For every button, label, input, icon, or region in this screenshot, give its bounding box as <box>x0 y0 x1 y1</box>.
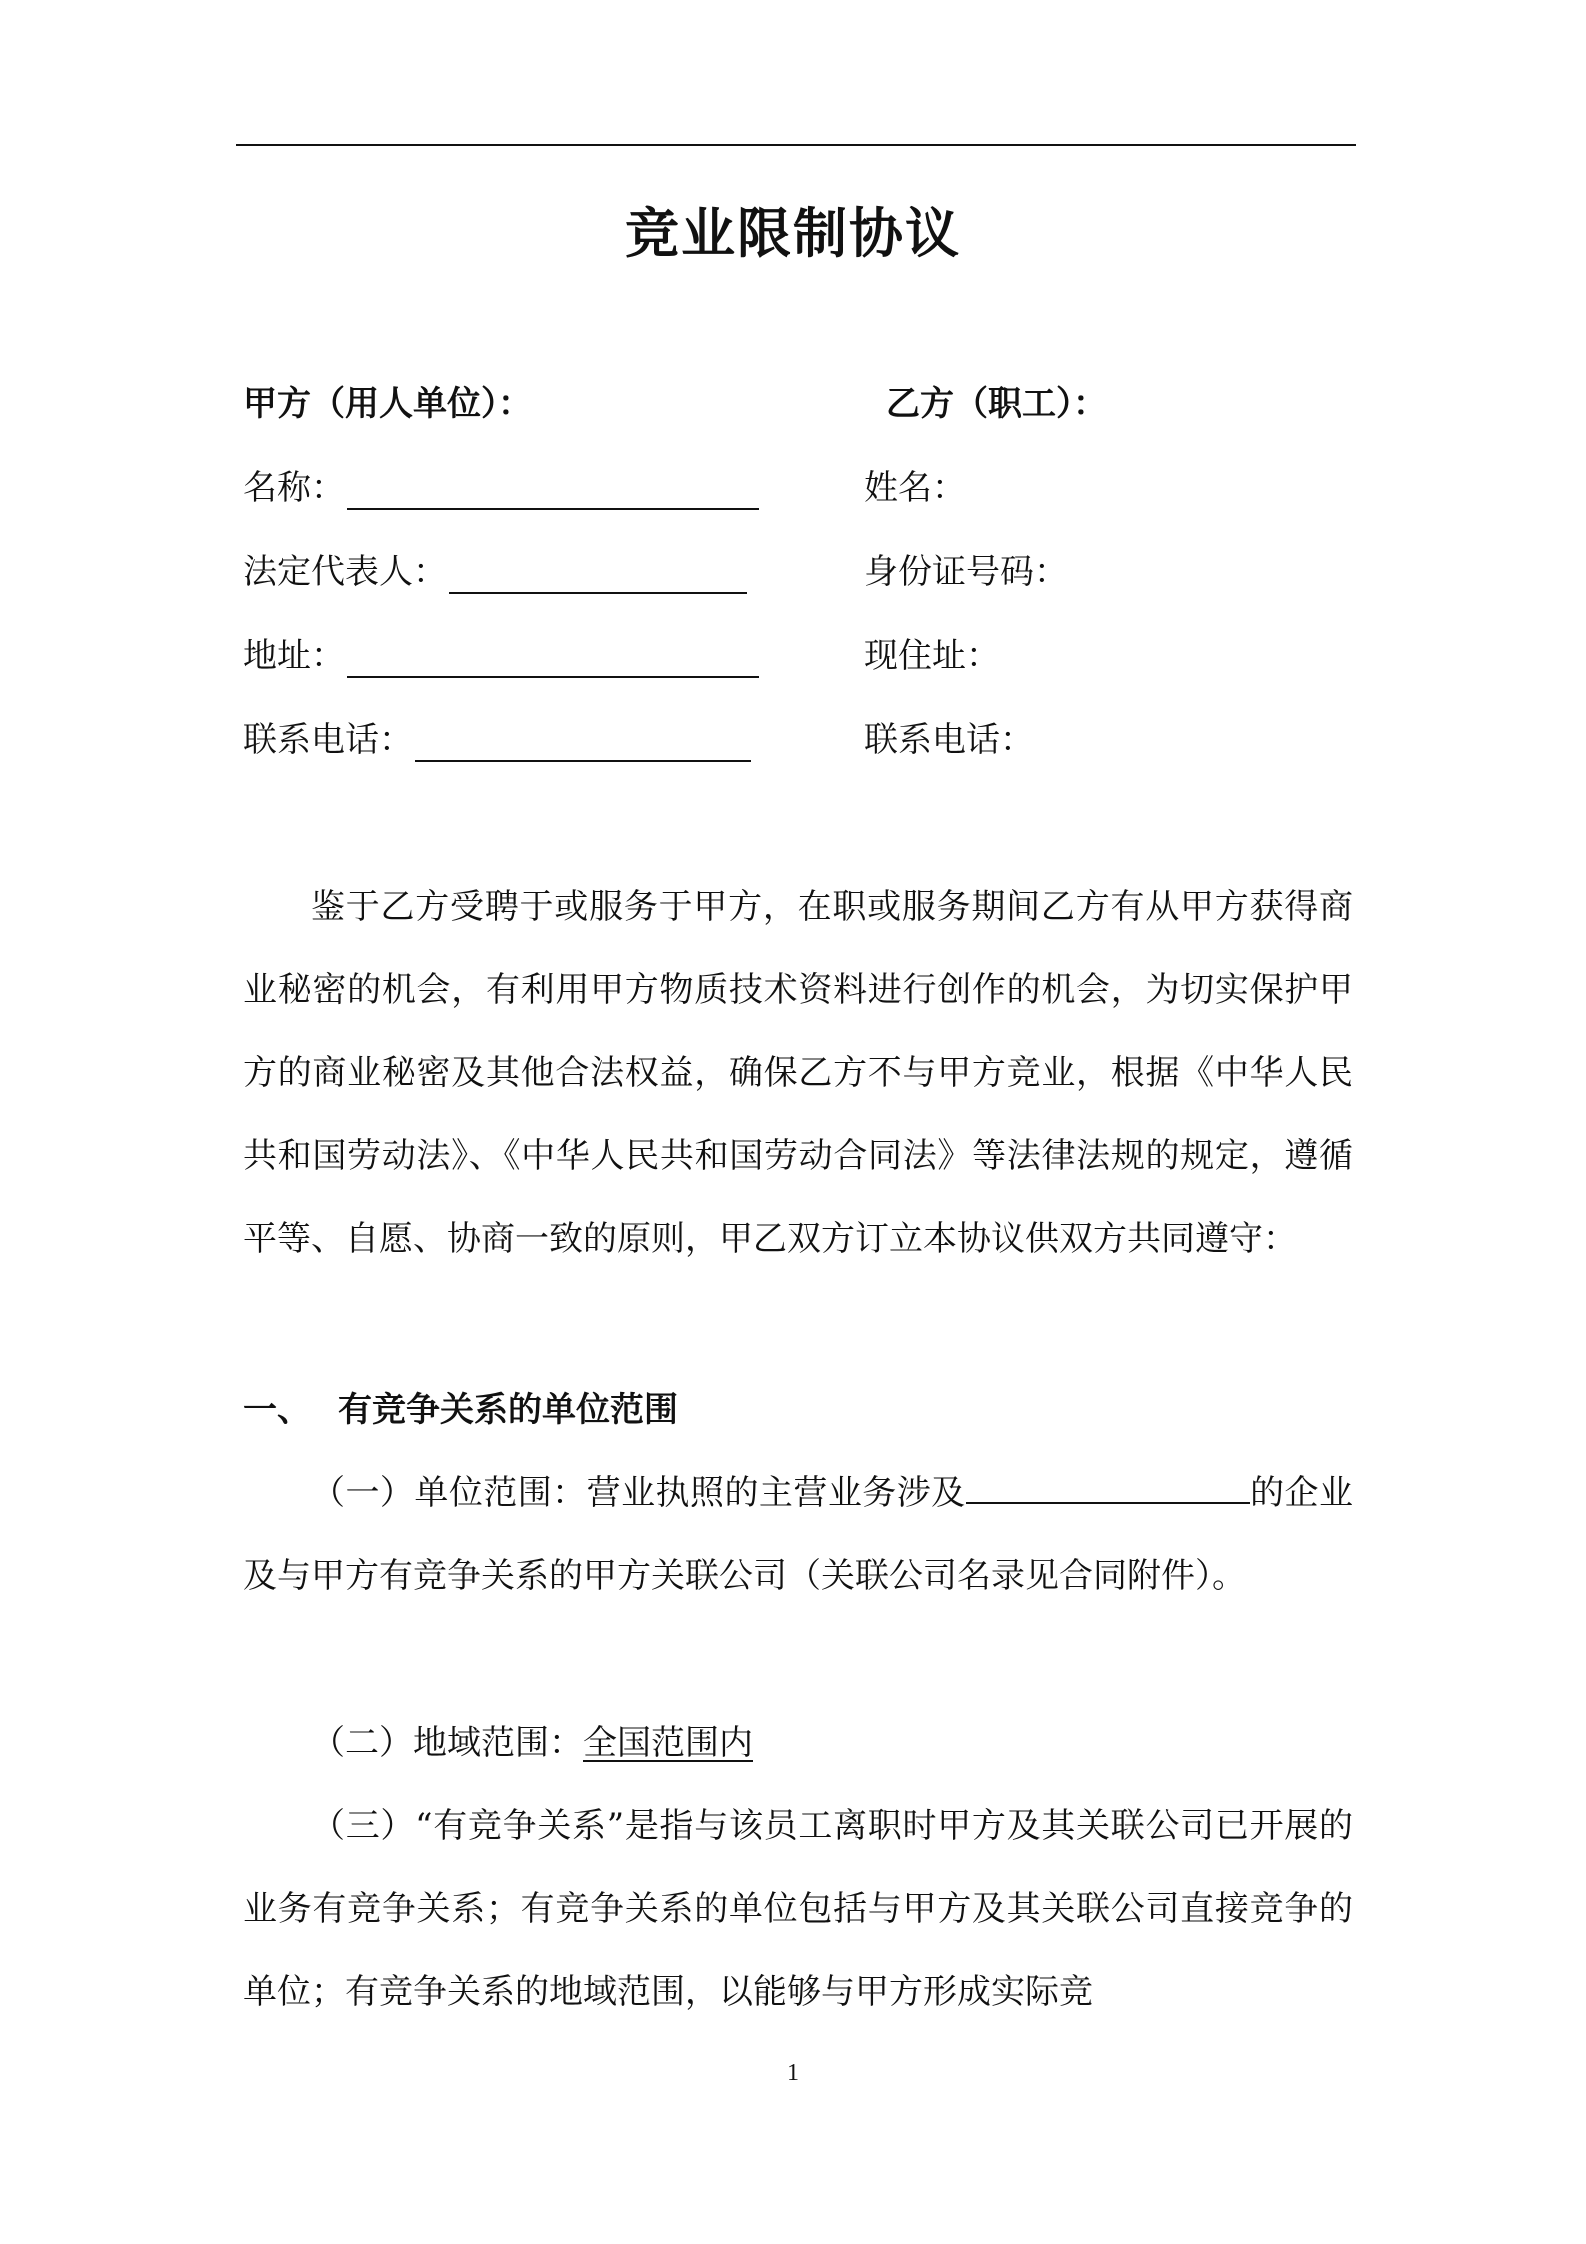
party-a-phone-row <box>243 708 759 772</box>
party-a-representative-label: 法定代表人： <box>243 552 447 592</box>
party-a-phone-label: 联系电话： <box>243 720 413 760</box>
party-a-name-field[interactable] <box>347 466 759 510</box>
page-number: 1 <box>787 2060 799 2086</box>
party-b-id-label: 身份证号码： <box>864 552 1068 592</box>
party-a-block <box>243 372 759 792</box>
party-a-address-row <box>243 624 759 688</box>
clause-2-paragraph <box>243 1702 1353 1785</box>
party-b-phone-row <box>864 708 1107 772</box>
section-1-heading <box>243 1378 678 1442</box>
clause-1-suffix: 的企业及与甲方有竞争关系的甲方关联公司（关联公司名录见合同附件）。 <box>243 1473 1354 1596</box>
party-a-phone-field[interactable] <box>415 718 751 762</box>
party-a-heading: 甲方（用人单位）： <box>243 384 532 424</box>
section-1-number: 一、 <box>243 1390 311 1430</box>
party-a-name-row <box>243 456 759 520</box>
party-b-name-label: 姓名： <box>864 468 966 508</box>
clause-3-paragraph: （三）“有竞争关系”是指与该员工离职时甲方及其关联公司已开展的业务有竞争关系；有竞争关系的单位包括与甲方及其关联公司直接竞争的单位；有竞争关系的地域范围，以能够与甲方形成实际竞 <box>243 1806 1353 2012</box>
clause-1-prefix: （一）单位范围：营业执照的主营业务涉及 <box>311 1473 966 1513</box>
party-b-address-label: 现住址： <box>864 636 1000 676</box>
business-scope-field[interactable] <box>966 1468 1250 1504</box>
territory-value: 全国范围内 <box>583 1723 753 1763</box>
header-rule <box>236 144 1356 146</box>
party-b-address-row <box>864 624 1107 688</box>
party-a-address-field[interactable] <box>347 634 759 678</box>
party-a-representative-row <box>243 540 759 604</box>
party-a-name-label: 名称： <box>243 468 345 508</box>
document-title: 竞业限制协议 <box>625 201 961 265</box>
clause-1-paragraph <box>243 1452 1353 1618</box>
party-b-phone-label: 联系电话： <box>864 720 1034 760</box>
party-a-representative-field[interactable] <box>449 550 747 594</box>
section-1-title: 有竞争关系的单位范围 <box>338 1390 678 1430</box>
party-a-address-label: 地址： <box>243 636 345 676</box>
preamble-paragraph: 鉴于乙方受聘于或服务于甲方，在职或服务期间乙方有从甲方获得商业秘密的机会，有利用甲方物质技术资料进行创作的机会，为切实保护甲方的商业秘密及其他合法权益，确保乙方不与甲方竞业，根据《中华人民共和国劳动法》、《中华人民共和国劳动合同法》等法律法规的规定，遵循平等、自愿、协商一致的原则，甲乙双方订立本协议供双方共同遵守： <box>243 887 1353 1259</box>
clause-2-prefix: （二）地域范围： <box>311 1723 583 1763</box>
party-b-heading: 乙方（职工）： <box>886 384 1107 424</box>
party-b-id-row <box>864 540 1107 604</box>
party-b-block <box>864 372 1107 792</box>
party-b-name-row <box>864 456 1107 520</box>
